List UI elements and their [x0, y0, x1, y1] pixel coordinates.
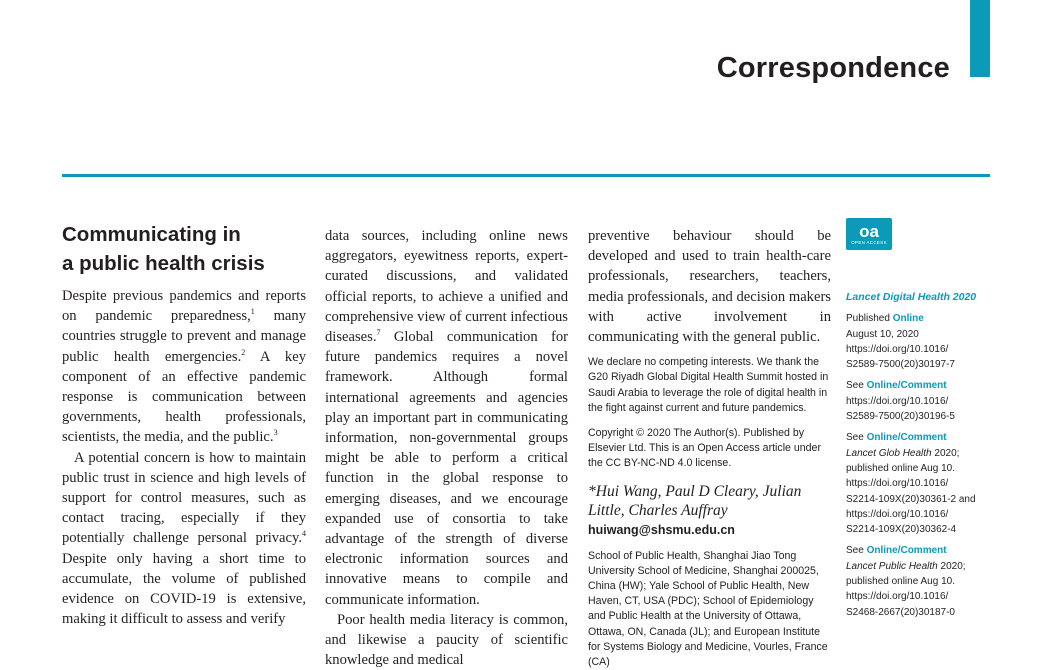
reference-published: published online Aug 10. [846, 576, 955, 588]
text-run: Despite only having a short time to accumulate, the volume of published evidence on COVID-19 is extensive, making it difficult to assess and verify [62, 550, 306, 628]
citation-ref[interactable]: 2 [241, 347, 246, 357]
text-run: A key component of an effective pandemic response is communication between governments, health professionals, scientists, the media, and the public. [62, 348, 307, 446]
header-accent-bar [970, 0, 990, 77]
doi-link[interactable]: https://doi.org/10.1016/ [846, 343, 949, 355]
declarations [588, 355, 831, 471]
paragraph [62, 448, 306, 630]
author-list: *Hui Wang, Paul D Cleary, Julian Little, Charles Auffray [588, 482, 802, 520]
reference-published: published online Aug 10. [846, 462, 955, 474]
open-access-badge [846, 218, 892, 250]
column-1-body [62, 286, 306, 629]
citation-ref[interactable]: 7 [376, 328, 381, 338]
column-1 [62, 220, 306, 629]
journal-citation: Lancet Digital Health 2020 [846, 291, 977, 303]
open-access-icon: oa [859, 221, 879, 241]
column-2 [325, 226, 568, 670]
article-title [62, 220, 306, 278]
article-title-line2: a public health crisis [62, 252, 265, 275]
see-also-3 [846, 543, 996, 619]
published-date: August 10, 2020 [846, 328, 919, 340]
doi-link[interactable]: S2589-7500(20)30197-7 [846, 359, 955, 371]
paragraph [325, 226, 568, 610]
open-access-label: OPEN ACCESS [851, 239, 887, 245]
see-online-link[interactable]: Online/Comment [866, 432, 947, 444]
doi-link[interactable]: S2214-109X(20)30361-2 and [846, 493, 976, 505]
doi-link[interactable]: https://doi.org/10.1016/ [846, 478, 949, 490]
doi-link[interactable]: S2214-109X(20)30362-4 [846, 524, 957, 536]
see-also-1 [846, 378, 996, 424]
column-3-body [588, 226, 831, 347]
text-run: many countries struggle to prevent and manage public health emergencies. [62, 308, 306, 365]
corresponding-email[interactable]: huiwang@shsmu.edu.cn [588, 522, 735, 537]
reference-journal: Lancet Public Health [846, 560, 938, 572]
published-label: Published [846, 313, 893, 325]
text-run: data sources, including online news aggregators, eyewitness reports, expert-curated discussions, and validated official reports, to achieve a unified and comprehensive view of current infectious diseases. [325, 228, 568, 346]
reference-year: 2020; [937, 560, 966, 572]
doi-link[interactable]: S2468-2667(20)30187-0 [846, 606, 955, 618]
see-online-link[interactable]: Online/Comment [866, 545, 947, 557]
paragraph: Poor health media literacy is common, and likewise a paucity of scientific knowledge and medical [325, 611, 568, 669]
section-title: Correspondence [716, 52, 950, 84]
citation-ref[interactable]: 1 [250, 307, 255, 317]
doi-link[interactable]: https://doi.org/10.1016/ [846, 591, 949, 603]
doi-link[interactable]: https://doi.org/10.1016/ [846, 395, 949, 407]
citation-ref[interactable]: 3 [273, 428, 278, 438]
citation-ref[interactable]: 4 [302, 529, 306, 539]
column-3 [588, 226, 831, 670]
see-label: See [846, 545, 867, 557]
published-online-link[interactable]: Online [892, 313, 924, 325]
see-label: See [846, 380, 867, 392]
competing-interests: We declare no competing interests. We thank the G20 Riyadh Global Digital Health Summit hosted in Saudi Arabia to leverage the role of digital health in the fight against current and future pandemics. [588, 356, 829, 414]
see-label: See [846, 432, 867, 444]
text-run: Global communication for future pandemics requires a novel framework. Although formal international agreements and agencies play an important part in communicating information, non-governmental groups might be able to perform a critical function in the global response to emerging diseases, and we encourage expanded use of consortia to take advantage of the strength of diverse electronic information sources and innovative means to compile and communicate information. [325, 329, 568, 608]
doi-link[interactable]: S2589-7500(20)30196-5 [846, 411, 955, 423]
doi-link[interactable]: https://doi.org/10.1016/ [846, 508, 949, 520]
see-online-link[interactable]: Online/Comment [866, 380, 947, 392]
reference-journal: Lancet Glob Health [846, 447, 932, 459]
copyright-notice: Copyright © 2020 The Author(s). Published by Elsevier Ltd. This is an Open Access article under the CC BY-NC-ND 4.0 license. [588, 427, 821, 470]
text-run: Despite previous pandemics and reports on pandemic preparedness, [62, 288, 306, 325]
affiliations: School of Public Health, Shanghai Jiao Tong University School of Medicine, Shanghai 200025, China (HW); Yale School of Public Health, New Haven, CT, USA (PDC); School of Epidemiology and Public Health at the University of Ottawa, Ottawa, ON, Canada (JL); and European Institute for Systems Biology and Medicine, Vourles, France (CA) [588, 549, 828, 669]
header-rule [62, 174, 990, 177]
text-run: A potential concern is how to maintain public trust in science and high levels of support for control measures, such as contact tracing, especially if they potentially challenge personal privacy. [62, 449, 306, 547]
paragraph [62, 286, 306, 448]
sidebar [846, 218, 996, 626]
see-also-2 [846, 430, 996, 537]
paragraph: preventive behaviour should be developed and used to train health-care professionals, researchers, teachers, media professionals, and decision makers with active involvement in communicating with the general public. [588, 228, 831, 346]
publication-info [846, 311, 996, 372]
reference-year: 2020; [931, 447, 960, 459]
article-title-line1: Communicating in [62, 223, 241, 246]
